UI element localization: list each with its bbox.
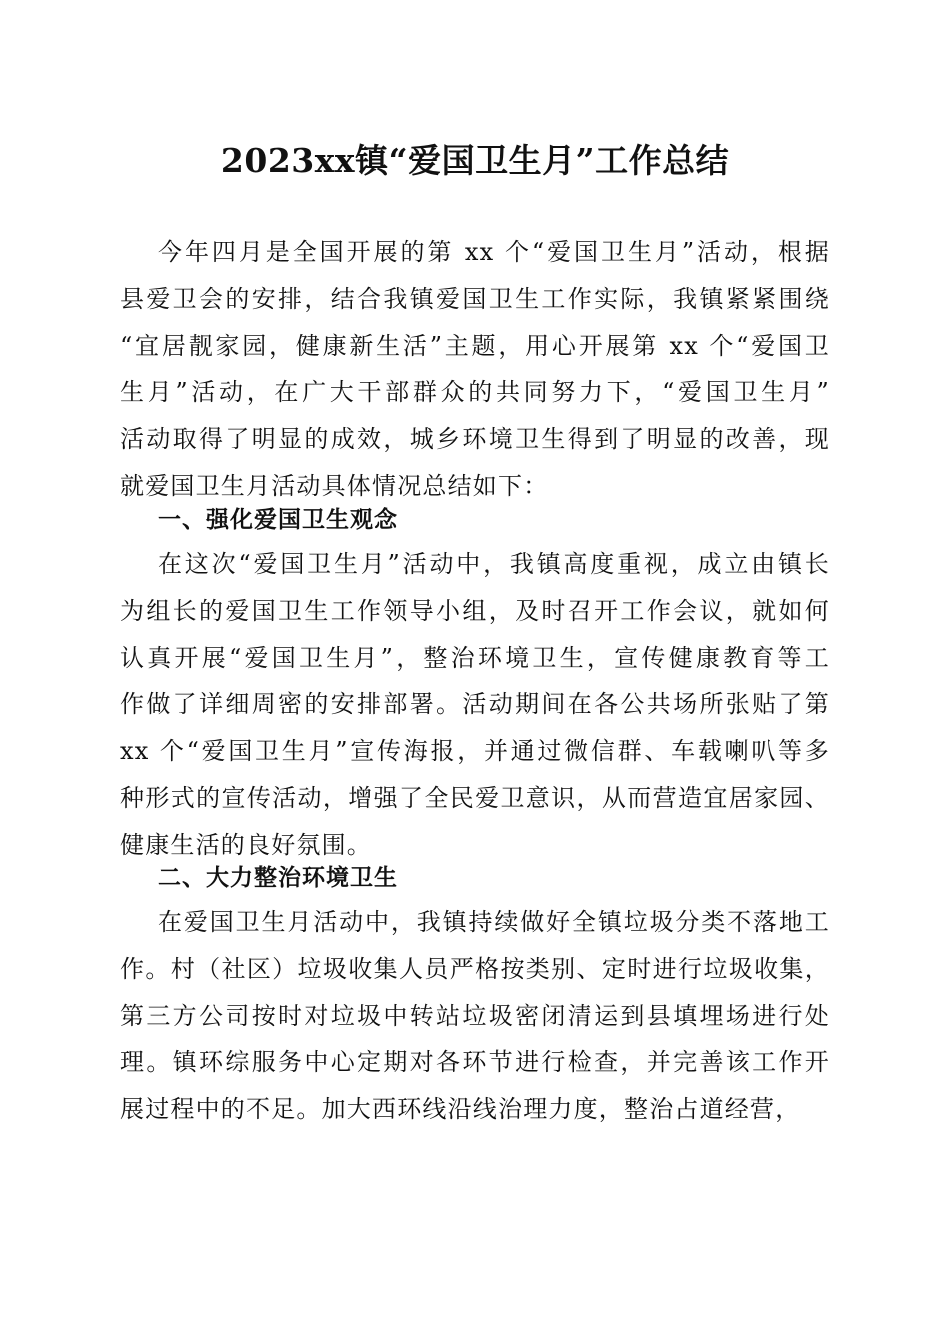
paragraph-line: 今年四月是全国开展的第 xx 个“爱国卫生月”活动，根据	[158, 238, 830, 266]
section-heading-2: 二、大力整治环境卫生	[158, 865, 398, 891]
paragraph-line: “宜居靓家园，健康新生活”主题，用心开展第 xx 个“爱国卫	[120, 331, 830, 360]
paragraph-line: 认真开展“爱国卫生月”，整治环境卫生，宣传健康教育等工	[120, 643, 830, 672]
paragraph-line: 就爱国卫生月活动具体情况总结如下：	[120, 471, 549, 500]
paragraph-line: 理。镇环综服务中心定期对各环节进行检查，并完善该工作开	[120, 1048, 830, 1077]
paragraph-line: xx 个“爱国卫生月”宣传海报，并通过微信群、车载喇叭等多	[120, 737, 830, 766]
paragraph-line: 种形式的宣传活动，增强了全民爱卫意识，从而营造宜居家园、	[120, 783, 830, 812]
section-heading-1: 一、强化爱国卫生观念	[158, 507, 398, 533]
paragraph-section-1	[120, 541, 830, 869]
paragraph-line: 生月”活动，在广大干部群众的共同努力下，“爱国卫生月”	[120, 378, 830, 407]
paragraph-line: 活动取得了明显的成效，城乡环境卫生得到了明显的改善，现	[120, 425, 830, 454]
paragraph-line: 作。村（社区）垃圾收集人员严格按类别、定时进行垃圾收集，	[120, 954, 830, 983]
paragraph-line: 县爱卫会的安排，结合我镇爱国卫生工作实际，我镇紧紧围绕	[120, 284, 830, 313]
paragraph-line: 作做了详细周密的安排部署。活动期间在各公共场所张贴了第	[120, 690, 830, 719]
paragraph-line: 为组长的爱国卫生工作领导小组，及时召开工作会议，就如何	[120, 596, 830, 625]
paragraph-line: 在爱国卫生月活动中，我镇持续做好全镇垃圾分类不落地工	[158, 908, 830, 936]
paragraph-line: 在这次“爱国卫生月”活动中，我镇高度重视，成立由镇长	[158, 550, 830, 578]
document-title: 2023xx镇“爱国卫生月”工作总结	[220, 141, 730, 180]
paragraph-line: 健康生活的良好氛围。	[120, 830, 372, 859]
paragraph-intro	[120, 229, 830, 510]
paragraph-line: 展过程中的不足。加大西环线沿线治理力度，整治占道经营，	[120, 1095, 801, 1124]
paragraph-section-2	[120, 899, 830, 1133]
paragraph-line: 第三方公司按时对垃圾中转站垃圾密闭清运到县填埋场进行处	[120, 1001, 830, 1030]
